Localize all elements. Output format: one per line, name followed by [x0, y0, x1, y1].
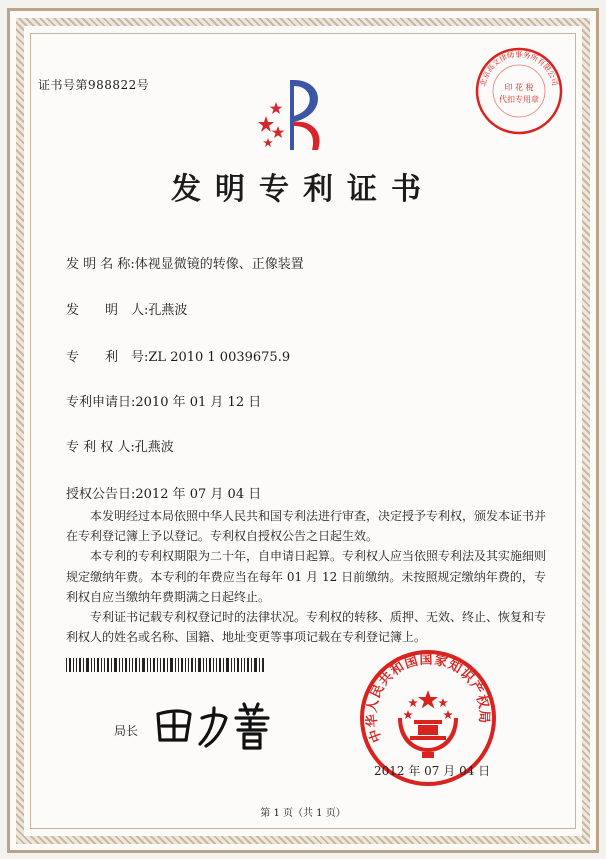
field-patent-number — [66, 346, 290, 365]
svg-text:北京高文律师事务所有限公司 — [477, 49, 559, 87]
field-application-date — [66, 391, 261, 410]
field-invention-name — [66, 253, 304, 272]
field-value: ZL 2010 1 0039675.9 — [148, 350, 291, 365]
body-paragraph: 专利证书记载专利权登记时的法律状况。专利权的转移、质押、无效、终止、恢复和专利权人的姓名或名称、国籍、地址变更等事项记载在专利登记簿上。 — [66, 610, 547, 645]
field-label: 专 利 权 人: — [66, 440, 135, 455]
field-value: 2010 年 01 月 12 日 — [135, 395, 262, 410]
patent-office-logo-icon — [254, 76, 332, 152]
body-paragraph: 本专利的专利权期限为二十年，自申请日起算。专利权人应当依照专利法及其实施细则规定缴纳年费。本专利的年费应当在每年 01 月 12 日前缴纳。未按照规定缴纳年费的，专利权自应当缴纳年费期满之日起终止。 — [66, 549, 547, 604]
tax-stamp-ring-text: 北京高文律师事务所有限公司 — [478, 49, 560, 88]
field-label: 发 明 名 称: — [66, 257, 135, 272]
tax-stamp-line-2: 代扣专用章 — [499, 95, 539, 104]
field-label: 专 利 号: — [66, 350, 149, 365]
field-patentee — [66, 436, 174, 455]
field-label: 授权公告日: — [66, 487, 136, 502]
seal-ring-text: 中华人民共和国国家知识产权局 — [364, 652, 492, 745]
certificate-number: 证书号第988822号 — [38, 78, 150, 92]
tax-stamp-seal — [474, 46, 564, 136]
field-value: 孔燕波 — [148, 303, 188, 318]
field-label: 发 明 人: — [66, 303, 149, 318]
director-label: 局长 — [114, 724, 139, 738]
field-inventor — [66, 299, 187, 318]
seal-date: 2012 年 07 月 04 日 — [374, 764, 491, 778]
certificate-title: 发明专利证书 — [171, 172, 435, 207]
body-paragraph: 本发明经过本局依照中华人民共和国专利法进行审查，决定授予专利权，颁发本证书并在专利登记簿上予以登记。专利权自授权公告之日起生效。 — [66, 509, 547, 544]
field-value: 2012 年 07 月 04 日 — [135, 487, 262, 502]
barcode — [66, 658, 266, 672]
field-value: 孔燕波 — [134, 440, 174, 455]
field-value: 体视显微镜的转像、正像装置 — [134, 257, 304, 272]
certificate-body-text — [66, 506, 546, 647]
field-label: 专利申请日: — [66, 395, 136, 410]
national-emblem-icon — [398, 690, 458, 758]
tax-stamp-line-1: 印 花 税 — [504, 83, 534, 92]
page-number: 第 1 页（共 1 页） — [260, 808, 346, 819]
director-signature — [150, 700, 290, 754]
field-announcement-date — [66, 483, 261, 502]
